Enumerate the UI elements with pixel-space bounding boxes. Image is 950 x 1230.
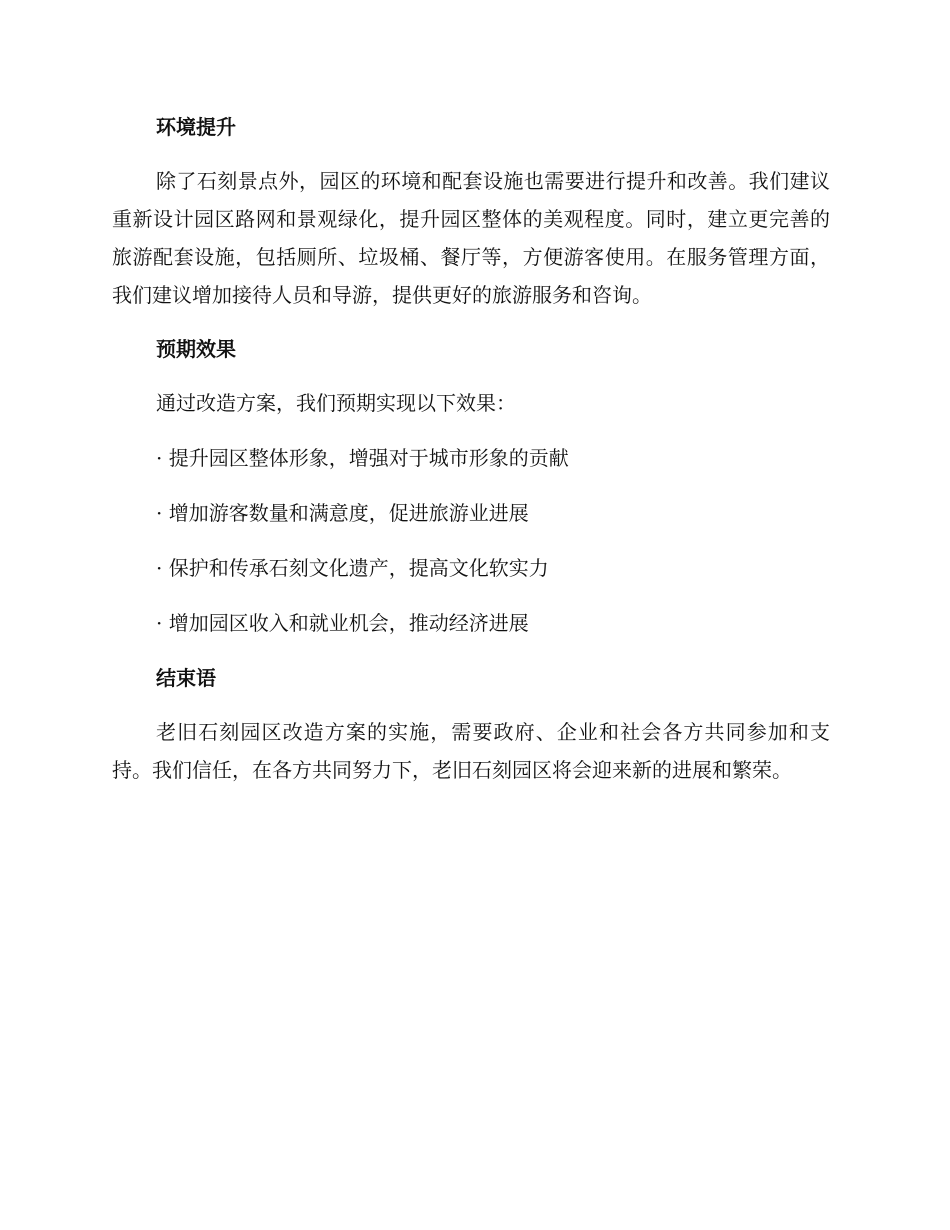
effects-bullet-4: · 增加园区收入和就业机会，推动经济进展 [156, 611, 529, 635]
spacer [112, 587, 830, 604]
spacer [112, 642, 830, 659]
spacer [112, 314, 830, 330]
spacer [112, 477, 830, 494]
spacer [112, 422, 830, 439]
paragraph-environment: 除了石刻景点外，园区的环境和配套设施也需要进行提升和改善。我们建议重新设计园区路网和景观绿化，提升园区整体的美观程度。同时，建立更完善的旅游配套设施，包括厕所、垃圾桶、餐厅等，方便游客使用。在服务管理方面，我们建议增加接待人员和导游，提供更好的旅游服务和咨询。 [112, 169, 830, 307]
effects-intro: 通过改造方案，我们预期实现以下效果： [156, 391, 516, 415]
document-page [112, 108, 830, 789]
section-heading-environment: 环境提升 [156, 115, 236, 139]
section-heading-conclusion: 结束语 [156, 666, 216, 690]
spacer [112, 532, 830, 549]
spacer [112, 697, 830, 713]
effects-bullet-2: · 增加游客数量和满意度，促进旅游业进展 [156, 501, 529, 525]
spacer [112, 146, 830, 162]
paragraph-conclusion: 老旧石刻园区改造方案的实施，需要政府、企业和社会各方共同参加和支持。我们信任，在各方共同努力下，老旧石刻园区将会迎来新的进展和繁荣。 [112, 720, 830, 782]
effects-bullet-1: · 提升园区整体形象，增强对于城市形象的贡献 [156, 446, 569, 470]
section-heading-effects: 预期效果 [156, 337, 236, 361]
effects-bullet-3: · 保护和传承石刻文化遗产，提高文化软实力 [156, 556, 549, 580]
spacer [112, 368, 830, 384]
